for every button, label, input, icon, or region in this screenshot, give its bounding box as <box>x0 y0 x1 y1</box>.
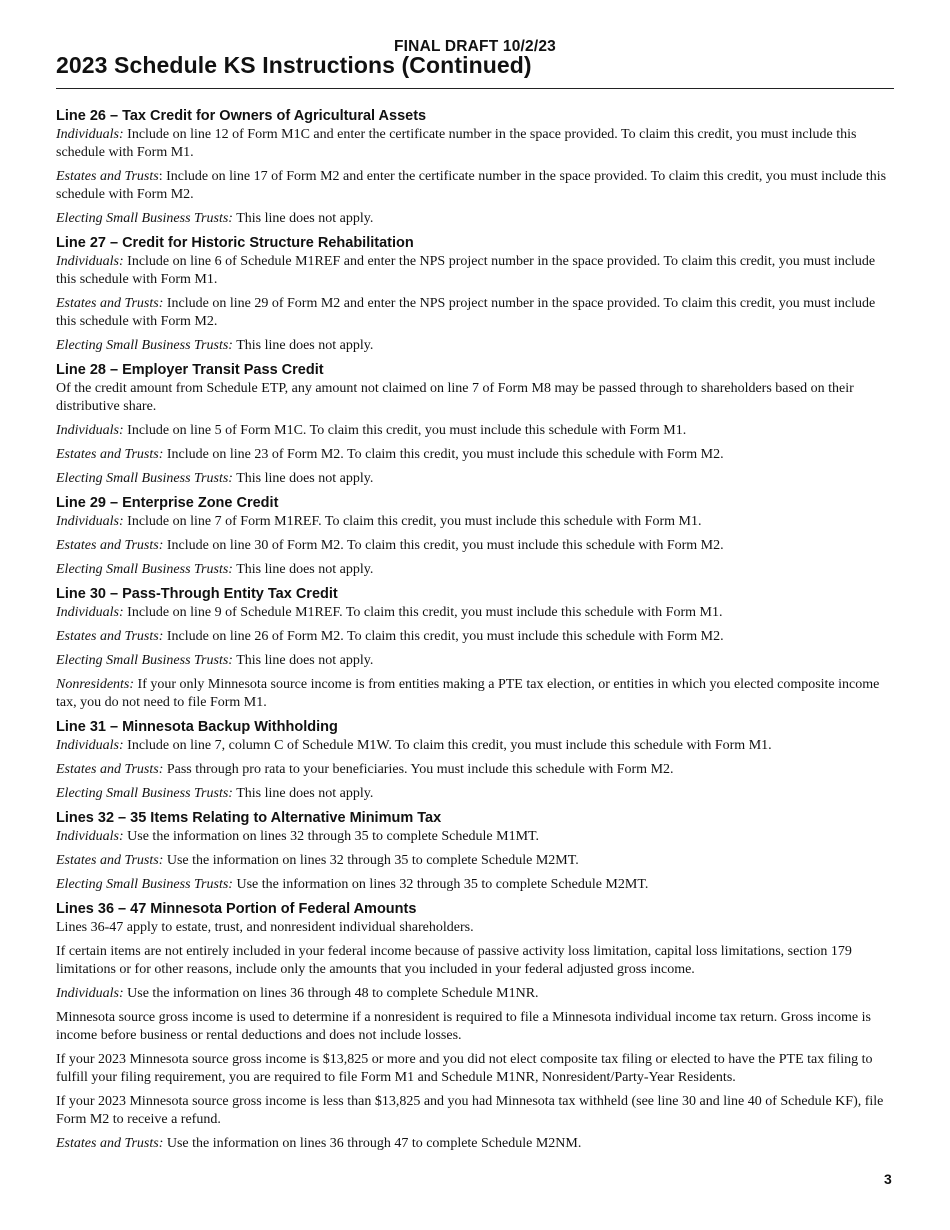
filer-type-label: Individuals: <box>56 829 124 844</box>
filer-type-label: Electing Small Business Trusts: <box>56 653 233 668</box>
filer-type-label: Electing Small Business Trusts: <box>56 471 233 486</box>
paragraph-text: If your 2023 Minnesota source gross income is less than $13,825 and you had Minnesota tax withheld (see line 30 and line 40 of Schedule KF), file Form M2 to receive a refund. <box>56 1094 884 1127</box>
paragraph-text: Lines 36-47 apply to estate, trust, and nonresident individual shareholders. <box>56 920 474 935</box>
instruction-paragraph <box>56 852 896 870</box>
instruction-paragraph <box>56 652 896 670</box>
paragraph-text: Use the information on lines 36 through 48 to complete Schedule M1NR. <box>123 986 539 1001</box>
instruction-paragraph <box>56 537 896 555</box>
instruction-section <box>56 718 896 803</box>
paragraph-text: Include on line 23 of Form M2. To claim this credit, you must include this schedule with Form M2. <box>163 447 724 462</box>
filer-type-label: Estates and Trusts: <box>56 538 164 553</box>
page-title: 2023 Schedule KS Instructions (Continued) <box>56 52 532 78</box>
instruction-paragraph <box>56 943 896 979</box>
instruction-section <box>56 107 896 228</box>
instruction-paragraph <box>56 919 896 937</box>
paragraph-text: This line does not apply. <box>232 471 374 486</box>
instruction-section <box>56 361 896 488</box>
instruction-paragraph <box>56 1009 896 1045</box>
instruction-paragraph <box>56 446 896 464</box>
paragraph-text: This line does not apply. <box>232 338 374 353</box>
section-heading: Line 26 – Tax Credit for Owners of Agricultural Assets <box>56 108 427 124</box>
instruction-paragraph <box>56 628 896 646</box>
filer-type-label: Individuals: <box>56 127 124 142</box>
instruction-paragraph <box>56 604 896 622</box>
instruction-section <box>56 234 896 355</box>
instruction-paragraph <box>56 785 896 803</box>
filer-type-label: Electing Small Business Trusts: <box>56 338 233 353</box>
instruction-paragraph <box>56 828 896 846</box>
filer-type-label: Estates and Trusts <box>56 169 159 184</box>
paragraph-text: : Include on line 17 of Form M2 and enter the certificate number in the space provided. To claim this credit, you must include this schedule with Form M2. <box>56 169 887 202</box>
section-heading: Line 29 – Enterprise Zone Credit <box>56 495 279 511</box>
filer-type-label: Individuals: <box>56 738 124 753</box>
filer-type-label: Individuals: <box>56 423 124 438</box>
filer-type-label: Estates and Trusts: <box>56 1136 164 1151</box>
filer-type-label: Estates and Trusts: <box>56 853 164 868</box>
paragraph-text: If your only Minnesota source income is from entities making a PTE tax election, or entities in which you elected composite income tax, you do not need to file Form M1. <box>56 677 880 710</box>
instruction-paragraph <box>56 337 896 355</box>
instruction-paragraph <box>56 561 896 579</box>
section-heading: Lines 36 – 47 Minnesota Portion of Federal Amounts <box>56 901 417 917</box>
section-heading: Line 28 – Employer Transit Pass Credit <box>56 362 324 378</box>
instruction-paragraph <box>56 1051 896 1087</box>
paragraph-text: This line does not apply. <box>232 211 374 226</box>
instruction-paragraph <box>56 1135 896 1153</box>
filer-type-label: Electing Small Business Trusts: <box>56 786 233 801</box>
paragraph-text: Include on line 9 of Schedule M1REF. To claim this credit, you must include this schedule with Form M1. <box>123 605 723 620</box>
instruction-paragraph <box>56 1093 896 1129</box>
instruction-section <box>56 494 896 579</box>
paragraph-text: This line does not apply. <box>232 562 374 577</box>
instruction-paragraph <box>56 380 896 416</box>
instruction-section <box>56 900 896 1153</box>
paragraph-text: Include on line 5 of Form M1C. To claim this credit, you must include this schedule with Form M1. <box>123 423 687 438</box>
paragraph-text: Minnesota source gross income is used to determine if a nonresident is required to file a Minnesota individual income tax return. Gross income is income before business or rental deductions and does not include losses. <box>56 1010 871 1043</box>
instruction-paragraph <box>56 676 896 712</box>
filer-type-label: Electing Small Business Trusts: <box>56 562 233 577</box>
filer-type-label: Individuals: <box>56 514 124 529</box>
paragraph-text: Include on line 7, column C of Schedule M1W. To claim this credit, you must include this schedule with Form M1. <box>123 738 772 753</box>
draft-stamp: FINAL DRAFT 10/2/23 <box>394 38 556 55</box>
page-number: 3 <box>884 1171 892 1187</box>
section-heading: Lines 32 – 35 Items Relating to Alternative Minimum Tax <box>56 810 442 826</box>
filer-type-label: Individuals: <box>56 986 124 1001</box>
instruction-paragraph <box>56 876 896 894</box>
filer-type-label: Individuals: <box>56 254 124 269</box>
paragraph-text: Include on line 6 of Schedule M1REF and enter the NPS project number in the space provided. To claim this credit, you must include this schedule with Form M1. <box>56 254 876 287</box>
instruction-paragraph <box>56 210 896 228</box>
instruction-paragraph <box>56 253 896 289</box>
section-heading: Line 31 – Minnesota Backup Withholding <box>56 719 338 735</box>
paragraph-text: If certain items are not entirely included in your federal income because of passive activity loss limitation, capital loss limitations, section 179 limitations or for other reasons, include only the amounts that you included in your federal adjusted gross income. <box>56 944 852 977</box>
paragraph-text: Use the information on lines 36 through 47 to complete Schedule M2NM. <box>163 1136 582 1151</box>
paragraph-text: If your 2023 Minnesota source gross income is $13,825 or more and you did not elect composite tax filing or elected to have the PTE tax filing to fulfill your filing requirement, you are required to file Form M1 and Schedule M1NR, Nonresident/Party-Year Residents. <box>56 1052 873 1085</box>
instruction-paragraph <box>56 985 896 1003</box>
instruction-paragraph <box>56 126 896 162</box>
paragraph-text: Include on line 7 of Form M1REF. To claim this credit, you must include this schedule with Form M1. <box>123 514 702 529</box>
instruction-paragraph <box>56 295 896 331</box>
section-heading: Line 27 – Credit for Historic Structure Rehabilitation <box>56 235 414 251</box>
instruction-paragraph <box>56 168 896 204</box>
filer-type-label: Electing Small Business Trusts: <box>56 877 233 892</box>
instruction-section <box>56 585 896 712</box>
instruction-section <box>56 809 896 894</box>
paragraph-text: Use the information on lines 32 through 35 to complete Schedule M1MT. <box>123 829 540 844</box>
filer-type-label: Individuals: <box>56 605 124 620</box>
instruction-paragraph <box>56 470 896 488</box>
filer-type-label: Electing Small Business Trusts: <box>56 211 233 226</box>
section-heading: Line 30 – Pass-Through Entity Tax Credit <box>56 586 338 602</box>
paragraph-text: This line does not apply. <box>232 653 374 668</box>
filer-type-label: Nonresidents: <box>56 677 135 692</box>
filer-type-label: Estates and Trusts: <box>56 629 164 644</box>
filer-type-label: Estates and Trusts: <box>56 447 164 462</box>
instruction-paragraph <box>56 737 896 755</box>
instruction-paragraph <box>56 761 896 779</box>
paragraph-text: Pass through pro rata to your beneficiaries. You must include this schedule with Form M2. <box>163 762 674 777</box>
paragraph-text: Include on line 29 of Form M2 and enter the NPS project number in the space provided. To claim this credit, you must include this schedule with Form M2. <box>56 296 876 329</box>
paragraph-text: Use the information on lines 32 through 35 to complete Schedule M2MT. <box>163 853 579 868</box>
header-divider <box>56 88 894 89</box>
paragraph-text: Include on line 26 of Form M2. To claim this credit, you must include this schedule with Form M2. <box>163 629 724 644</box>
paragraph-text: Include on line 12 of Form M1C and enter the certificate number in the space provided. To claim this credit, you must include this schedule with Form M1. <box>56 127 857 160</box>
paragraph-text: Of the credit amount from Schedule ETP, any amount not claimed on line 7 of Form M8 may be passed through to shareholders based on their distributive share. <box>56 381 854 414</box>
paragraph-text: This line does not apply. <box>232 786 374 801</box>
paragraph-text: Use the information on lines 32 through 35 to complete Schedule M2MT. <box>232 877 649 892</box>
instruction-paragraph <box>56 422 896 440</box>
paragraph-text: Include on line 30 of Form M2. To claim this credit, you must include this schedule with Form M2. <box>163 538 724 553</box>
instruction-paragraph <box>56 513 896 531</box>
instructions-body <box>56 107 896 1159</box>
filer-type-label: Estates and Trusts: <box>56 762 164 777</box>
filer-type-label: Estates and Trusts: <box>56 296 164 311</box>
